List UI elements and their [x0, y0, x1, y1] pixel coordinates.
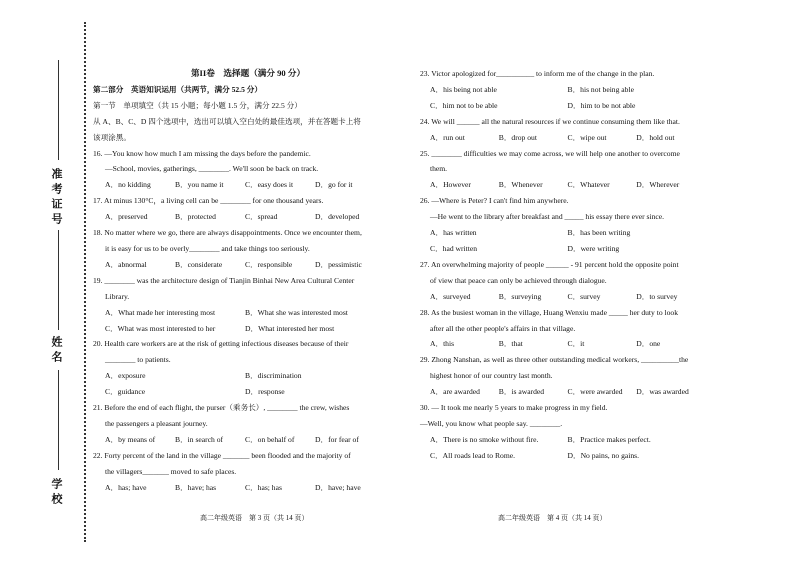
option: A．this: [430, 339, 455, 349]
question-25-options: [420, 177, 705, 193]
option: B．have; has: [175, 482, 217, 492]
option: B．drop out: [498, 132, 537, 142]
option: C．had written: [430, 243, 478, 253]
question-18-options: [93, 257, 393, 273]
question-28-cont: after all the other people's affairs in that village.: [430, 323, 576, 333]
question-28-options: [420, 336, 705, 352]
option: A．abnormal: [105, 259, 147, 269]
question-27-options: [420, 289, 705, 305]
option: B．you name it: [175, 180, 224, 190]
option: B．has been writing: [567, 228, 631, 238]
school-line: [58, 370, 59, 470]
question-23: 23. Victor apologized for__________ to inform me of the change in the plan.: [420, 69, 655, 78]
question-28: 28. As the busiest woman in the village, Huang Wenxiu made _____ her duty to look: [420, 307, 679, 317]
option: D．to survey: [636, 291, 678, 301]
question-25-cont: them.: [430, 164, 448, 174]
question-27-cont: of view that peace can only be achieved through dialogue.: [430, 275, 607, 285]
section-title: 第II卷 选择题（满分 90 分）: [190, 68, 306, 78]
question-22-cont: the villagers_______ moved to safe places.: [105, 466, 237, 476]
option: B．his not being able: [567, 84, 634, 94]
option: A．has written: [430, 228, 477, 238]
option: A．by means of: [105, 434, 156, 444]
question-23-options-row1: [420, 82, 705, 98]
left-column: [93, 66, 393, 495]
question-19-options-row2: [93, 321, 393, 337]
question-20-options-row1: [93, 368, 393, 384]
option: A．However: [430, 180, 471, 190]
option: A．There is no smoke without fire.: [430, 434, 539, 444]
question-24-options: [420, 130, 705, 146]
exam-id-label: 准考证号: [50, 168, 62, 228]
option: D．No pains, no gains.: [567, 450, 640, 460]
option: C．wipe out: [567, 132, 607, 142]
question-26: 26. —Where is Peter? I can't find him anywhere.: [420, 196, 569, 206]
option: D．one: [636, 339, 661, 349]
option: B．surveying: [498, 291, 542, 301]
option: A．preserved: [105, 212, 148, 222]
binding-dotted-line: [84, 22, 86, 542]
option: D．What interested her most: [245, 323, 335, 333]
option: A．surveyed: [430, 291, 471, 301]
question-16-reply: —School, movies, gatherings, ________. We'll soon be back on track.: [105, 164, 319, 174]
option: C．spread: [245, 212, 278, 222]
question-26-reply: —He went to the library after breakfast and _____ his essay there ever since.: [430, 212, 665, 222]
question-25: 25. ________ difficulties we may come across, we will help one another to overcome: [420, 148, 680, 158]
option: B．is awarded: [498, 387, 545, 397]
option: A．are awarded: [430, 387, 480, 397]
option: C．guidance: [105, 387, 146, 397]
school-label: 学校: [50, 478, 62, 508]
option: C．Whatever: [567, 180, 610, 190]
question-30: 30. — It took me nearly 5 years to make progress in my field.: [420, 403, 608, 413]
subsection-title: 第一节 单项填空（共 15 小题；每小题 1.5 分，满分 22.5 分）: [93, 100, 302, 110]
option: C．him not to be able: [430, 100, 498, 110]
option: C．All roads lead to Rome.: [430, 450, 515, 460]
question-23-options-row2: [420, 98, 705, 114]
option: D．response: [245, 387, 285, 397]
option: D．have; have: [315, 482, 361, 492]
option: B．in search of: [175, 434, 224, 444]
question-29-options: [420, 384, 705, 400]
instructions: 从 A、B、C、D 四个选项中，选出可以填入空白处的最佳选项，并在答题卡上将: [93, 116, 361, 126]
question-19-options-row1: [93, 305, 393, 321]
question-20-options-row2: [93, 384, 393, 400]
option: C．were awarded: [567, 387, 623, 397]
exam-id-line: [58, 60, 59, 160]
option: D．pessimistic: [315, 259, 362, 269]
option: D．him to be not able: [567, 100, 636, 110]
question-18: 18. No matter where we go, there are always disappointments. Once we encounter them,: [93, 228, 362, 238]
question-27: 27. An overwhelming majority of people ______ - 91 percent hold the opposite point: [420, 259, 679, 269]
question-21-cont: the passengers a pleasant journey.: [105, 418, 208, 428]
option: C．on behalf of: [245, 434, 295, 444]
question-30-options-row1: [420, 432, 705, 448]
question-24: 24. We will ______ all the natural resources if we continue consuming them like that.: [420, 116, 680, 126]
option: C．responsible: [245, 259, 293, 269]
question-16: 16. —You know how much I am missing the days before the pandemic.: [93, 148, 311, 158]
question-17-options: [93, 209, 393, 225]
option: D．for fear of: [315, 434, 359, 444]
option: C．survey: [567, 291, 601, 301]
question-29: 29. Zhong Nanshan, as well as three other outstanding medical workers, __________the: [420, 355, 689, 365]
option: B．that: [498, 339, 523, 349]
option: C．easy does it: [245, 180, 294, 190]
option: B．considerate: [175, 259, 223, 269]
question-29-cont: highest honor of our country last month.: [430, 371, 553, 381]
option: D．was awarded: [636, 387, 689, 397]
question-22: 22. Forty percent of the land in the village _______ been flooded and the majority of: [93, 450, 351, 460]
option: B．What she was interested most: [245, 307, 348, 317]
question-26-options-row1: [420, 225, 705, 241]
option: B．Whenever: [498, 180, 543, 190]
option: A．no kidding: [105, 180, 151, 190]
option: C．has; has: [245, 482, 282, 492]
right-column: [420, 66, 705, 464]
option: A．has; have: [105, 482, 147, 492]
question-19-cont: Library.: [105, 291, 130, 301]
option: B．protected: [175, 212, 216, 222]
question-30-reply: —Well, you know what people say. ________.: [420, 418, 563, 428]
option: D．developed: [315, 212, 360, 222]
name-label: 姓名: [50, 336, 62, 366]
question-18-cont: it is easy for us to be overly________ and take things too seriously.: [105, 243, 310, 253]
page-footer-right: 高二年级英语 第 4 页（共 14 页）: [498, 514, 607, 522]
part-title: 第二部分 英语知识运用（共两节，满分 52.5 分）: [93, 84, 262, 94]
instructions-cont: 该项涂黑。: [93, 132, 131, 142]
option: C．it: [567, 339, 585, 349]
option: C．What was most interested to her: [105, 323, 216, 333]
option: D．Wherever: [636, 180, 680, 190]
option: B．Practice makes perfect.: [567, 434, 651, 444]
option: D．were writing: [567, 243, 620, 253]
question-21-options: [93, 432, 393, 448]
question-21: 21. Before the end of each flight, the purser（乘务长）, ________ the crew, wishes: [93, 403, 350, 413]
option: A．What made her interesting most: [105, 307, 216, 317]
question-26-options-row2: [420, 241, 705, 257]
option: A．run out: [430, 132, 465, 142]
question-19: 19. ________ was the architecture design of Tianjin Binhai New Area Cultural Center: [93, 275, 355, 285]
option: B．discrimination: [245, 371, 302, 381]
option: D．hold out: [636, 132, 675, 142]
question-16-options: [93, 177, 393, 193]
question-17: 17. At minus 130°C，a living cell can be ________ for one thousand years.: [93, 196, 324, 206]
question-30-options-row2: [420, 448, 705, 464]
page-footer-left: 高二年级英语 第 3 页（共 14 页）: [200, 514, 309, 522]
option: A．his being not able: [430, 84, 497, 94]
question-20: 20. Health care workers are at the risk of getting infectious diseases because of their: [93, 339, 349, 349]
option: D．go for it: [315, 180, 353, 190]
question-20-cont: ________ to patients.: [105, 355, 171, 365]
question-22-options: [93, 480, 393, 496]
option: A．exposure: [105, 371, 146, 381]
name-line: [58, 230, 59, 330]
